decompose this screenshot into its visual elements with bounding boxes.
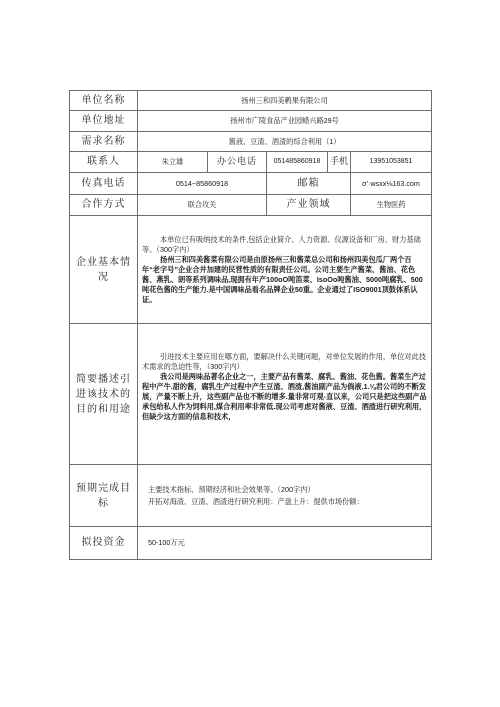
tech-desc-label: 简要播述引进该技术的目的和用途: [70, 324, 138, 465]
mobile-value: 13951053851: [351, 152, 432, 173]
unit-address-label: 单位地址: [70, 111, 138, 132]
row-contact: [70, 152, 432, 173]
demand-name-value: 酱液、豆渣、酒渣的综合利用（1）: [138, 132, 432, 152]
row-unit-address: [70, 111, 432, 132]
expected-label: 预期完成目标: [70, 465, 138, 527]
profile-intro: 本单位已有吸纳技术的条件,包括企业简介、人力资源、仪源设备和厂房、财力基础等。（300字内）: [142, 234, 421, 254]
office-phone-value: 051485860918: [267, 152, 328, 173]
office-phone-label: 办公电话: [208, 152, 267, 173]
contact-label: 联系人: [70, 152, 138, 173]
row-unit-name: [70, 91, 432, 111]
fax-value: 0514~85860918: [138, 173, 267, 195]
row-expected: [70, 465, 432, 527]
tech-desc-body: 我公司是两味品著名企业之一，主要产品有酱菜、腐乳、酱油、花色酱。酱菜生产过程中产牛.甜的酱，腐乳生产过程中产生豆渣、酒渣,酱油副产品为倘液.1.⅛君公司的不断发展，产量不断上升，这些副产品也不断的增多.量非常可观-直以来，公司只是把这些副产品承包给私人作为饲料用,煤合利用率非常低.现公司考虑对酱液、豆渣、酒渣进行研究利用，但缺少这方面的信息和技术，: [142, 372, 427, 421]
unit-name-value: 扬州三和四美鹌果有限公司: [138, 91, 432, 111]
funding-label: 拟投资金: [70, 527, 138, 560]
profile-label: 企业基本情况: [70, 216, 138, 324]
row-demand-name: [70, 132, 432, 152]
row-tech-desc: [70, 324, 432, 465]
field-label: 产业领域: [267, 195, 351, 216]
expected-intro: 主要技术指标、预期经济和社会效果等。（200字内）: [148, 484, 315, 494]
email-label: 邮箱: [267, 173, 351, 195]
cooperation-label: 合作方式: [70, 195, 138, 216]
cooperation-value: 联合攻关: [138, 195, 267, 216]
email-value: σ'·wsxx⅛163.com: [351, 173, 432, 195]
demand-form: [69, 90, 432, 560]
unit-address-value: 扬州市广陵食品产业园蜡兴路29号: [138, 111, 432, 132]
mobile-label: 手机: [328, 152, 351, 173]
funding-value: 50-100万元: [138, 527, 432, 560]
contact-name: 朱立雄: [138, 152, 208, 173]
unit-name-label: 单位名称: [70, 91, 138, 111]
row-profile: [70, 216, 432, 324]
expected-body: 开拓对海渣、豆渣、酒渣进行研究利用：产盘上升：提供市场份额：: [148, 496, 364, 506]
row-cooperation: [70, 195, 432, 216]
demand-name-label: 需求名称: [70, 132, 138, 152]
row-funding: [70, 527, 432, 560]
field-value: 生物医药: [351, 195, 432, 216]
fax-label: 传真电话: [70, 173, 138, 195]
row-fax: [70, 173, 432, 195]
profile-body: 扬州三和四美酱菜有限公司是由原扬州三和酱菜总公司和扬州四美包瓜厂两个百年“老字号”企业合并加建的民营性质的有限责任公司。公司主要生产酱菜、酱油、花色酱、燕乳、朗等系列调味品,现拥有年产100oO吨笛菜、IsoOo吨酱油、5000吨腐乳、500吨花色酱的生产能力.是中国调味品看名品牌企业50重。企业通过了ISO9001顶鼓体系认证。: [142, 254, 423, 304]
tech-desc-intro: 引进技术主要应用在哪方面，要解决什么关键问题，对单位发展的作用，单位对此技术需求的急迫性等，（300字内）: [142, 352, 426, 371]
